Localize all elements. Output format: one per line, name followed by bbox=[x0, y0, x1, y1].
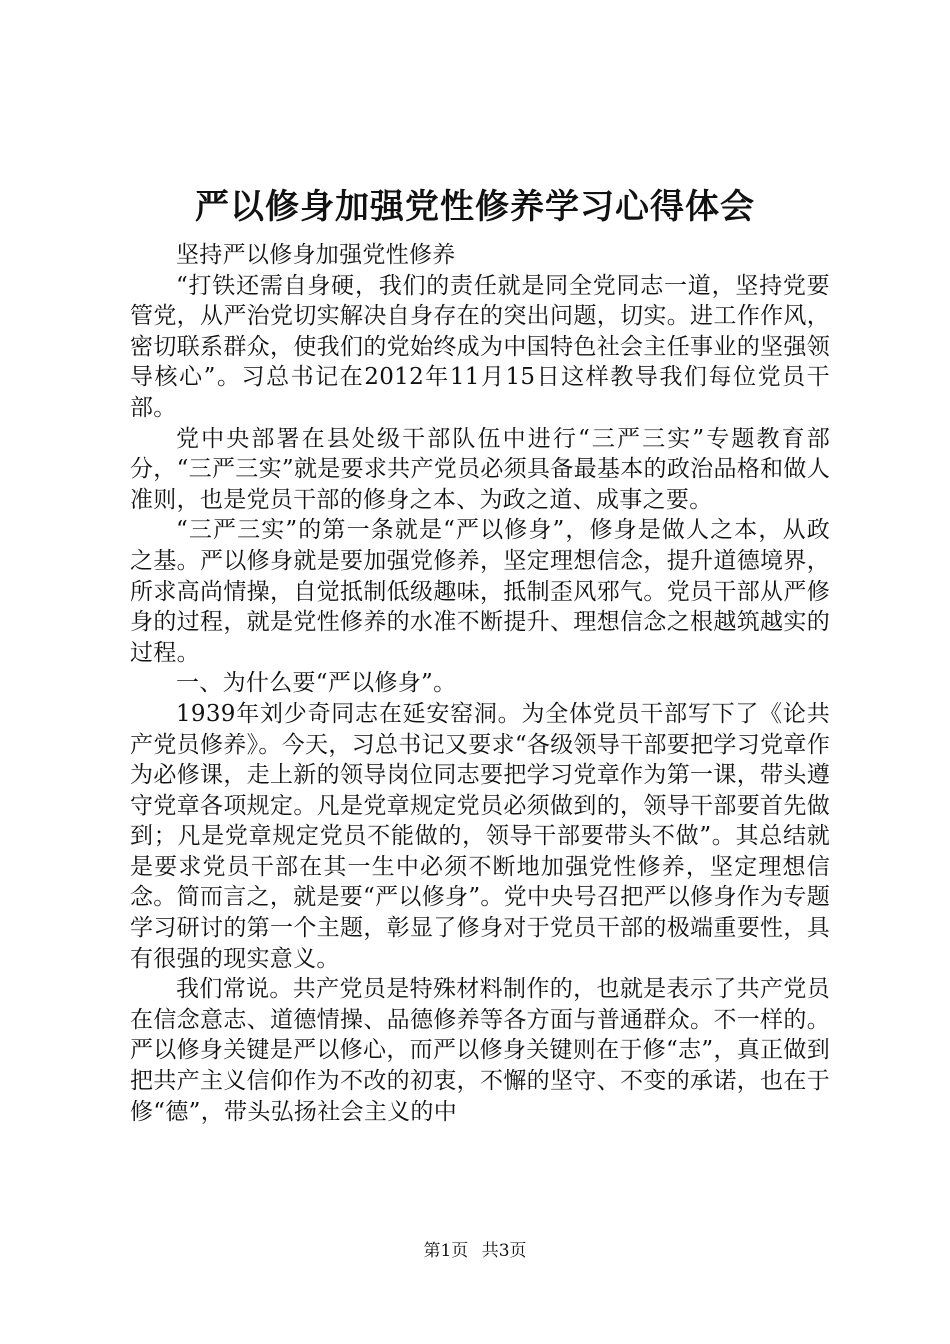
paragraph: 党中央部署在县处级干部队伍中进行“三严三实”专题教育部分，“三严三实”就是要求共产党员必须具备最基本的政治品格和做人准则，也是党员干部的修身之本、为政之道、成事之要。 bbox=[130, 425, 830, 513]
paragraph: 我们常说。共产党员是特殊材料制作的，也就是表示了共产党员在信念意志、道德情操、品德修养等各方面与普通群众。不一样的。严以修身关键是严以修心，而严以修身关键则在于修“志”，真正做到把共产主义信仰作为不改的初衷，不懈的坚守、不变的承诺，也在于修“德”，带头弘扬社会主义的中 bbox=[130, 976, 830, 1125]
document-body bbox=[130, 240, 830, 1127]
page-total: 共3页 bbox=[481, 1241, 527, 1261]
paragraph: “三严三实”的第一条就是“严以修身”，修身是做人之本，从政之基。严以修身就是要加强党修养，坚定理想信念，提升道德境界，所求高尚情操，自觉抵制低级趣味，抵制歪风邪气。党员干部从严修身的过程，就是党性修养的水准不断提升、理想信念之根越筑越实的过程。 bbox=[130, 517, 830, 666]
document-title: 严以修身加强党性修养学习心得体会 bbox=[195, 187, 755, 227]
paragraph-subtitle: 坚持严以修身加强党性修养 bbox=[176, 242, 456, 268]
paragraph: “打铁还需自身硬，我们的责任就是同全党同志一道，坚持党要管党，从严治党切实解决自身存在的突出问题，切实。进工作作风，密切联系群众，使我们的党始终成为中国特色社会主任事业的坚强领导核心”。习总书记在2012年11月15日这样教导我们每位党员干部。 bbox=[130, 272, 830, 421]
paragraph: 1939年刘少奇同志在延安窑洞。为全体党员干部写下了《论共产党员修养》。今天，习总书记又要求“各级领导干部要把学习党章作为必修课，走上新的领导岗位同志要把学习党章作为第一课，带头遵守党章各项规定。凡是党章规定党员必须做到的，领导干部要首先做到；凡是党章规定党员不能做的，领导干部要带头不做”。其总结就是要求党员干部在其一生中必须不断地加强党性修养，坚定理想信念。简而言之，就是要“严以修身”。党中央号召把严以修身作为专题学习研讨的第一个主题，彰显了修身对于党员干部的极端重要性，具有很强的现实意义。 bbox=[130, 700, 830, 972]
section-heading: 一、为什么要“严以修身”。 bbox=[176, 670, 457, 697]
page-footer bbox=[0, 1239, 950, 1263]
page-number: 第1页 bbox=[423, 1241, 469, 1261]
